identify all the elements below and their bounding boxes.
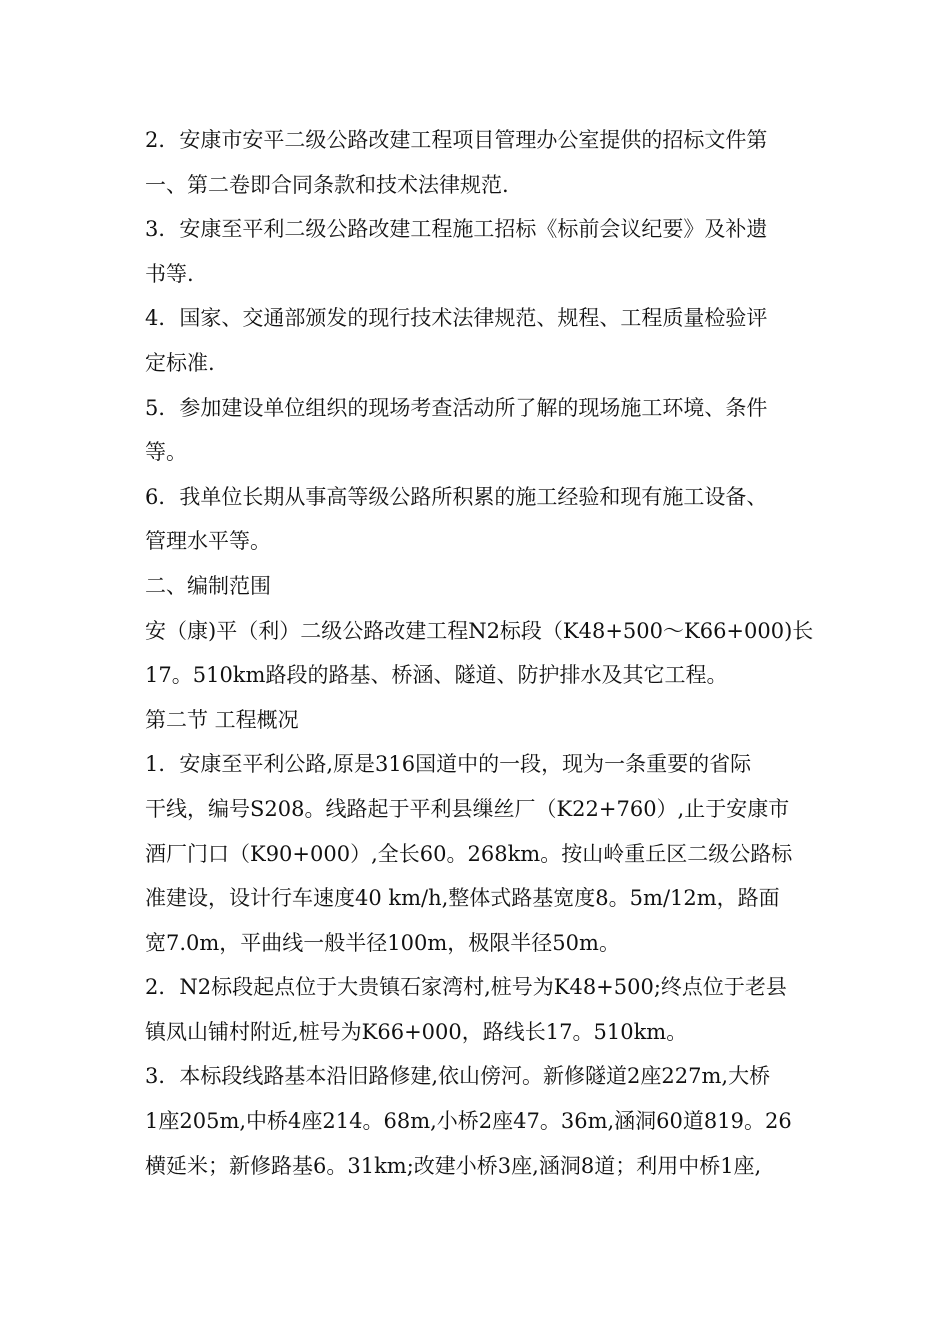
text-line: 17。510km路段的路基、桥涵、隧道、防护排水及其它工程。 xyxy=(145,663,728,688)
text-line: 书等. xyxy=(145,261,194,286)
text-line: 镇凤山铺村附近,桩号为K66+000，路线长17。510km。 xyxy=(145,1019,688,1044)
text-line: 安（康)平（利）二级公路改建工程N2标段（K48+500～K66+000)长 xyxy=(145,618,814,643)
text-line: 宽7.0m，平曲线一般半径100m，极限半径50m。 xyxy=(145,930,620,955)
text-line: 等。 xyxy=(145,440,187,465)
text-line: 定标准. xyxy=(145,350,215,375)
body-text xyxy=(145,118,825,1188)
text-line: 2．安康市安平二级公路改建工程项目管理办公室提供的招标文件第 xyxy=(145,128,768,152)
text-line: 1座205m,中桥4座214。68m,小桥2座47。36m,涵洞60道819。26 xyxy=(145,1109,792,1134)
text-line: 管理水平等。 xyxy=(145,529,271,554)
text-line: 3．本标段线路基本沿旧路修建,依山傍河。新修隧道2座227m,大桥 xyxy=(145,1064,771,1089)
text-line: 4．国家、交通部颁发的现行技术法律规范、规程、工程质量检验评 xyxy=(145,306,768,331)
text-line: 2．N2标段起点位于大贵镇石家湾村,桩号为K48+500;终点位于老县 xyxy=(145,975,787,1000)
text-line: 干线，编号S208。线路起于平利县缫丝厂（K22+760）,止于安康市 xyxy=(145,796,790,821)
text-line: 3．安康至平利二级公路改建工程施工招标《标前会议纪要》及补遗 xyxy=(145,217,768,242)
text-line: 6．我单位长期从事高等级公路所积累的施工经验和现有施工设备、 xyxy=(145,484,768,509)
text-line: 1．安康至平利公路,原是316国道中的一段，现为一条重要的省际 xyxy=(145,752,752,777)
section-heading: 第二节 工程概况 xyxy=(145,707,299,732)
text-line: 酒厂门口（K90+000）,全长60。268km。按山岭重丘区二级公路标 xyxy=(145,841,793,866)
section-heading: 二、编制范围 xyxy=(145,573,271,598)
text-line: 准建设，设计行车速度40 km/h,整体式路基宽度8。5m/12m，路面 xyxy=(145,886,780,911)
text-line: 横延米；新修路基6。31km;改建小桥3座,涵洞8道；利用中桥1座, xyxy=(145,1153,762,1178)
text-line: 5．参加建设单位组织的现场考查活动所了解的现场施工环境、条件 xyxy=(145,395,768,420)
text-line: 一、第二卷即合同条款和技术法律规范. xyxy=(145,172,509,197)
